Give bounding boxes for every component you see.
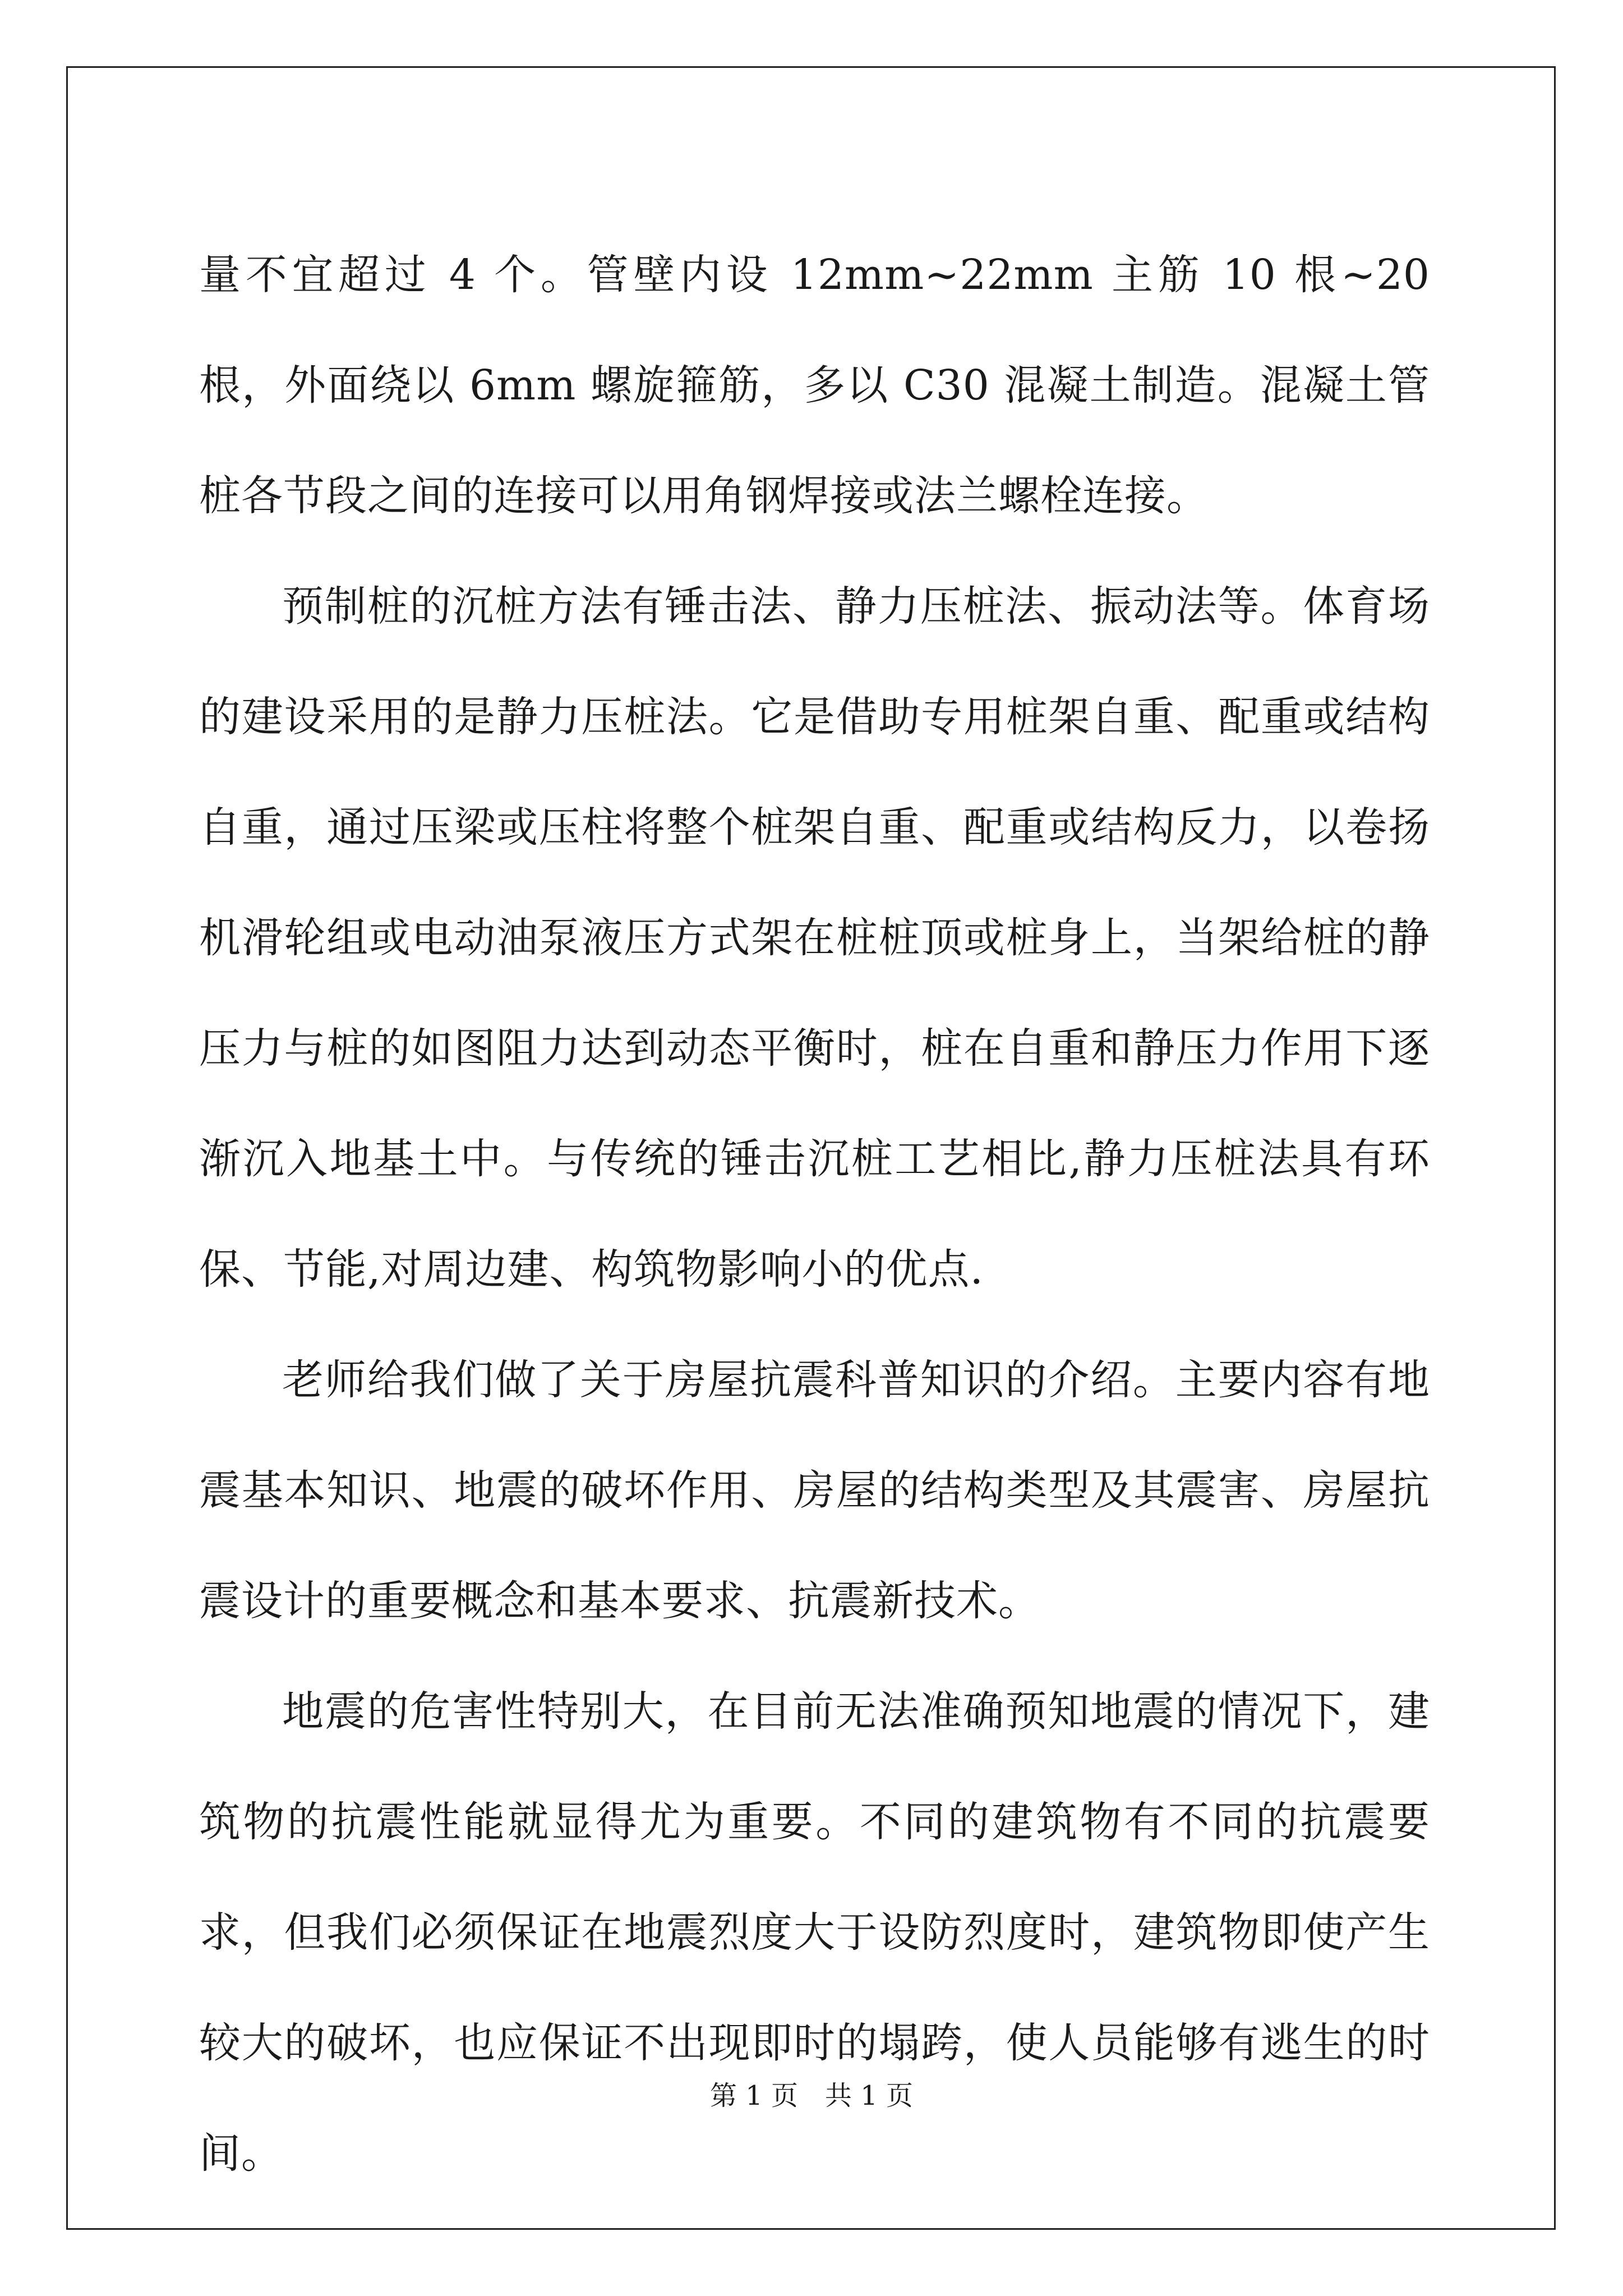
paragraph-seismic-importance: 地震的危害性特别大，在目前无法准确预知地震的情况下，建筑物的抗震性能就显得尤为重要。不同的建筑物有不同的抗震要求，但我们必须保证在地震烈度大于设防烈度时，建筑物即使产生较大的破坏，也应保证不出现即时的塌跨，使人员能够有逃生的时间。 (199, 1687, 1430, 2178)
document-body (199, 220, 1430, 2209)
paragraph-seismic-intro: 老师给我们做了关于房屋抗震科普知识的介绍。主要内容有地震基本知识、地震的破坏作用、房屋的结构类型及其震害、房屋抗震设计的重要概念和基本要求、抗震新技术。 (199, 1356, 1430, 1625)
paragraph-continuation: 量不宜超过 4 个。管壁内设 12mm~22mm 主筋 10 根~20 根，外面绕以 6mm 螺旋箍筋，多以 C30 混凝土制造。混凝土管桩各节段之间的连接可以用角钢焊接或法兰螺栓连接。 (199, 251, 1430, 520)
paragraph-pile-driving: 预制桩的沉桩方法有锤击法、静力压桩法、振动法等。体育场的建设采用的是静力压桩法。它是借助专用桩架自重、配重或结构自重，通过压梁或压柱将整个桩架自重、配重或结构反力，以卷扬机滑轮组或电动油泵液压方式架在桩桩顶或桩身上，当架给桩的静压力与桩的如图阻力达到动态平衡时，桩在自重和静压力作用下逐渐沉入地基土中。与传统的锤击沉桩工艺相比,静力压桩法具有环保、节能,对周边建、构筑物影响小的优点. (199, 582, 1430, 1294)
page-footer: 第 1 页 共 1 页 (709, 2080, 914, 2111)
